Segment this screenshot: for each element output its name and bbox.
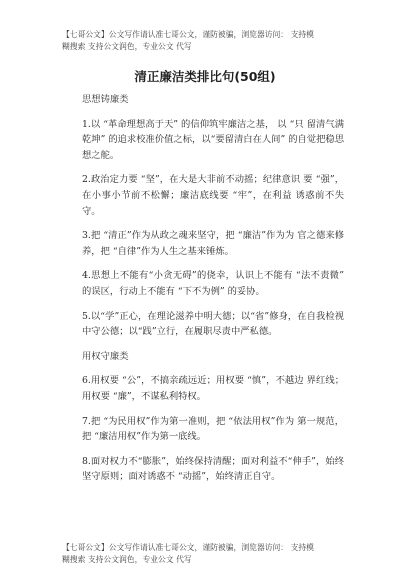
list-item: 1.以 “革命理想高于天” 的信仰筑牢廉洁之基， 以 “只 留清气满乾坤” 的追求校准价值之标，以“要留清白在人间” 的自觉把稳思想之舵。: [82, 118, 344, 161]
section-ideology: [82, 92, 344, 340]
page-footer-line-1: 【七哥公文】公文写作请认准七哥公文，谨防被骗，浏览器访问： 支持模: [62, 543, 314, 552]
section-power: [82, 349, 344, 485]
page-footer-line-2: 糊搜索 支持公文润色，专业公文 代写: [62, 555, 192, 564]
page-header-line-1: 【七哥公文】公文写作请认准七哥公文，谨防被骗，浏览器访问： 支持模: [62, 30, 314, 39]
list-item: 3.把 “清正”作为从政之魂来坚守，把 “廉洁”作为为 官之德来修养，把 “自律”作为人生之基来锤炼。: [82, 230, 344, 257]
list-item: 6.用权要 “公”，不搞亲疏远近；用权要 “慎”，不越边 界红线；用权要 “廉”，不谋私利特权。: [82, 375, 344, 402]
list-item: 2.政治定力要 “坚”，在大是大非前不动摇；纪律意识 要 “强”，在小事小节前不松懈；廉洁底线要 “牢”，在利益 诱惑前不失守。: [82, 174, 344, 217]
document-title: 清正廉洁类排比句(50组): [134, 69, 276, 84]
document-body: [82, 92, 344, 494]
list-item: 7.把 “为民用权”作为第一准则，把 “依法用权”作为 第一规范，把 “廉洁用权”作为第一底线。: [82, 415, 344, 443]
page-header-line-2: 糊搜索 支持公文润色，专业公文 代写: [62, 42, 192, 51]
section-heading: 思想铸廉类: [82, 94, 129, 105]
list-item: 5.以“学”正心，在理论滋养中明大德；以“省”修身，在自我检视中守公德；以“践”立行，在履职尽责中严私德。: [82, 310, 344, 338]
list-item: 4.思想上不能有“小贪无碍”的侥幸，认识上不能有 “法不责微” 的误区，行动上不能有 “下不为例” 的妥协。: [82, 270, 344, 297]
section-heading: 用权守廉类: [82, 350, 129, 362]
list-item: 8.面对权力不“膨胀”，始终保持清醒；面对利益不“伸手”，始终坚守原则；面对诱惑不 “动摇”，始终清正自守。: [82, 455, 344, 483]
